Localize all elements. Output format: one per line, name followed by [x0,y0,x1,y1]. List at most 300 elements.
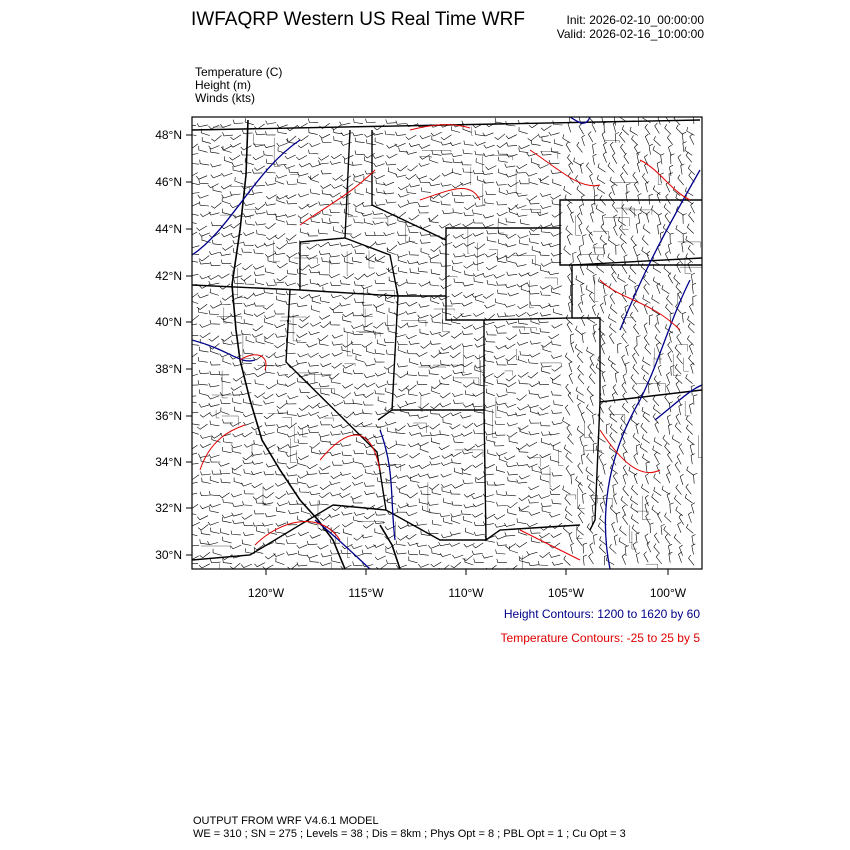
wind-barb [581,294,585,305]
wind-barb [373,155,384,158]
map-title: IWFAQRP Western US Real Time WRF [191,9,525,30]
wind-barb [376,494,387,498]
wind-barb [222,419,232,423]
wind-barb [549,514,560,517]
wind-barb [633,172,638,182]
wind-barb [439,542,450,546]
wind-barb [384,339,394,343]
wind-barb [242,264,252,270]
wind-barb [461,510,471,514]
wind-barb [432,318,441,323]
wind-barb [431,438,440,445]
county-border [222,416,238,426]
wind-barb [408,165,418,171]
wind-barb [474,559,484,563]
wind-barb [386,161,396,165]
wind-barb [532,259,541,266]
wind-barb [692,283,696,293]
wind-barb [669,165,673,176]
wind-barb [637,162,640,173]
wind-barb [570,334,574,344]
wind-barb [418,485,429,489]
wind-barb [440,393,450,398]
wind-barb [474,522,484,526]
wind-barb [474,336,485,341]
wind-barb [322,257,332,262]
wind-barb [529,178,538,184]
wind-barb [464,205,474,210]
wind-barb [210,371,220,375]
wind-barb [462,161,472,165]
wind-barb [538,561,548,565]
wind-barb [234,407,243,413]
wind-barb [587,265,594,274]
wind-barb [487,280,496,285]
wind-barb [300,389,310,393]
wind-barb [211,203,221,209]
wind-barb [431,562,442,567]
county-border [230,187,250,194]
wind-barb [210,320,220,324]
wind-barb [276,290,286,295]
wind-barb [311,189,320,195]
wind-barb [609,314,617,322]
wind-barb [566,453,573,463]
wind-barb [243,460,253,464]
wind-barb [418,442,429,446]
wind-barb [475,203,485,207]
wind-barb [199,233,210,236]
wind-barb [506,404,517,407]
wind-barb [645,344,651,354]
wind-barb [200,552,210,557]
wind-barb [532,466,541,472]
county-border [324,418,334,421]
wind-barb [409,432,420,435]
wind-barb [208,522,219,525]
wind-barb [319,134,330,138]
wind-barb [406,311,417,315]
wind-barb [644,335,649,346]
wind-barb [372,132,383,136]
wind-barb [365,119,375,123]
lat-label: 42°N [155,269,182,283]
wind-barb [419,464,430,468]
wind-barb [365,383,376,387]
wind-barb [406,174,416,179]
wind-barb [376,411,387,415]
wind-barb [517,283,528,287]
wind-barb [365,232,375,236]
wind-barb [483,180,494,184]
wind-barb [495,524,506,528]
wind-barb [421,490,431,494]
wind-barb [297,478,306,484]
wind-barb [321,553,332,557]
wind-barb [286,400,296,404]
wind-barb [246,336,255,343]
wind-barb [255,204,265,210]
wind-barb [319,493,329,498]
wind-barb [486,191,496,195]
wind-barb [208,184,219,188]
wind-barb [463,222,474,227]
wind-barb [472,453,482,458]
wind-barb [655,334,661,344]
wind-barb [322,138,332,142]
county-border [578,489,585,509]
wind-barb [252,334,263,338]
wind-barb [421,343,431,349]
wind-barb [254,510,264,514]
wind-barb [384,232,395,235]
wind-barb [244,319,253,325]
wind-barb [665,394,670,404]
wind-barb [409,228,419,232]
wind-barb [600,303,603,314]
wind-barb [604,295,608,306]
wind-barb [499,157,508,162]
wind-barb [252,461,263,465]
wind-barb [497,361,507,365]
wind-barb [264,431,275,435]
wind-barb [276,507,285,512]
wind-barb [386,120,396,124]
wind-barb [330,260,340,264]
wind-barb [397,232,407,236]
wind-barb [231,223,241,229]
wind-barb [499,169,508,176]
wind-barb [565,195,572,204]
wind-barb [588,315,596,324]
wind-barb [274,310,284,314]
wind-barb [409,465,420,468]
wind-barb [431,269,440,275]
wind-barb [340,122,351,126]
wind-barb [343,312,354,317]
wind-barb [527,283,537,287]
wind-barb [451,333,461,338]
wind-barb [298,143,309,148]
wind-barb [554,139,563,146]
wind-barb [528,359,538,364]
wind-barb [274,354,285,357]
wind-barb [474,277,483,283]
county-border [224,307,228,323]
wind-barb [296,155,307,159]
wind-barb [418,203,429,207]
wind-barb [354,384,364,390]
wind-barb [342,460,353,464]
wind-barb [621,243,626,254]
wind-barb [200,389,209,395]
wind-barb [563,134,571,143]
wind-barb [441,462,452,465]
wind-barb [399,147,409,152]
wind-barb [668,243,672,254]
wind-barb [615,133,619,143]
wind-barb [564,445,571,454]
wind-barb [386,444,397,448]
county-border [365,309,368,327]
wind-barb [529,290,539,294]
wind-barb [297,303,307,307]
wind-barb [552,410,562,414]
wind-barb [484,321,495,324]
wind-barb [610,294,615,305]
wind-barb [331,154,342,159]
wind-barb [601,343,604,354]
wind-barb [461,313,472,317]
wind-barb [689,355,695,365]
wind-barb [450,532,461,536]
wind-barb [443,418,452,424]
wind-barb [598,185,606,194]
wind-barb [542,507,551,513]
wind-barb [353,458,362,464]
wind-barb [440,430,449,435]
wind-barb [645,134,649,145]
wind-barb [549,271,560,275]
wind-barb [407,279,417,283]
field-height-label: Height (m) [195,78,252,92]
wind-barb [245,118,254,125]
wind-barb [687,335,693,345]
wind-barb [662,285,670,294]
wind-barb [297,333,308,337]
wind-barb [210,458,220,462]
wind-barb [613,494,616,505]
wind-barb [473,273,484,276]
wind-barb [568,392,573,403]
wind-barb [452,434,463,437]
wind-barb [690,444,694,455]
wind-barb [506,389,516,394]
wind-barb [329,514,340,517]
wind-barb [677,454,681,465]
wind-barb [362,464,373,468]
wind-barb [497,290,507,295]
wind-barb [644,284,649,294]
county-border [428,482,429,512]
wind-barb [633,302,638,313]
wind-barb [432,549,441,555]
wind-barb [577,142,583,152]
wind-barb [538,412,549,416]
wind-barb [361,423,372,426]
wind-barb [318,229,328,234]
wind-barb [577,353,583,363]
wind-barb [483,224,494,227]
wind-barb [487,230,497,234]
wind-barb [198,357,207,362]
wind-barb [553,445,562,452]
wind-barb [453,169,462,175]
wind-barb [452,517,461,524]
wind-barb [407,493,417,498]
wind-barb [389,277,398,283]
wind-barb [277,263,288,268]
wind-barb [552,324,563,328]
wind-barb [449,543,460,547]
wind-barb [189,315,199,321]
wind-barb [679,444,684,455]
wind-barb [450,345,461,350]
wind-barb [353,499,363,503]
wind-barb [254,440,263,446]
wind-barb [613,473,618,483]
wind-barb [518,319,527,324]
wind-barb [257,230,266,236]
wind-barb [531,328,540,334]
wind-barb [541,476,550,483]
wind-barb [517,406,528,410]
wind-barb [398,256,407,263]
wind-barb [682,312,686,323]
lat-label: 44°N [155,222,182,236]
wind-barb [528,499,538,503]
wind-barb [586,285,594,293]
wind-barb [461,235,472,239]
wind-barb [657,463,660,474]
wind-barb [541,151,551,155]
wind-barb [567,203,571,214]
wind-barb [642,365,649,374]
wind-barb [332,402,343,406]
wind-barb [463,293,474,297]
wind-barb [654,533,659,544]
wind-barb [352,545,363,548]
wind-barb [277,276,287,281]
wind-barb [631,515,638,524]
wind-barb [253,293,264,296]
wind-barb [343,529,352,536]
wind-barb [576,326,583,335]
wind-barb [398,194,409,197]
wind-barb [223,339,232,345]
wind-barb [221,478,231,483]
wind-barb [331,282,341,286]
wind-barb [264,362,274,366]
wind-barb [441,183,452,187]
wind-barb [667,135,672,145]
wind-barb [430,432,441,436]
model-info-line2: WE = 310 ; SN = 275 ; Levels = 38 ; Dis = 8km ; Phys Opt = 8 ; PBL Opt = 1 ; Cu Opt = 3 [193,828,626,840]
wind-barb [452,153,463,157]
wind-barb [254,302,264,306]
wind-barb [586,467,593,476]
wind-barb [199,370,209,374]
wind-barb [375,349,385,354]
wind-barb [507,190,517,194]
wind-barb [649,384,653,394]
wind-barb [577,186,584,195]
wind-barb [686,416,693,426]
wind-barb [689,212,695,222]
wind-barb [450,425,461,430]
wind-barb [594,243,598,254]
wind-barb [582,135,585,146]
wind-barb [589,374,595,384]
wind-barb [310,322,321,326]
wind-barb [199,179,209,184]
wind-barb [654,474,661,484]
wind-barb [188,382,198,386]
wind-barb [223,132,233,136]
wind-barb [189,522,200,526]
wind-barb [284,165,295,168]
wind-barb [643,295,651,303]
wind-barb [654,437,662,446]
wind-barb [517,395,527,401]
wind-barb [494,442,504,446]
wind-barb [612,184,615,195]
wind-barb [310,269,320,273]
wind-barb [622,554,626,565]
wind-barb [418,426,429,429]
wind-barb [397,454,408,458]
wind-barb [602,115,605,126]
wind-barb [340,243,351,247]
wind-barb [287,472,298,476]
lat-label: 48°N [155,128,182,142]
wind-barb [318,242,329,247]
wind-barb [397,363,408,367]
wind-barb [658,114,661,125]
field-temperature-label: Temperature (C) [195,65,283,79]
wind-barb [384,190,395,194]
wind-barb [375,373,386,376]
wind-barb [211,222,221,226]
wind-barb [505,532,515,536]
wind-barb [509,437,518,443]
wind-barb [244,444,255,448]
wind-barb [451,514,462,518]
wind-barb [388,167,397,174]
wind-barb [571,543,575,554]
wind-barb [652,493,659,503]
wind-barb [354,118,363,123]
wind-barb [613,484,617,495]
wind-barb [549,160,559,164]
wind-barb [691,363,694,374]
wind-barb [231,234,242,237]
wind-barb [200,212,211,216]
wind-barb [668,351,672,362]
wind-barb [541,291,551,295]
wind-barb [231,386,242,391]
wind-barb [676,414,680,425]
wind-barb [485,432,496,436]
wind-barb [387,248,396,255]
wind-barb [265,182,276,186]
wind-barb [564,246,571,255]
wind-barb [409,184,420,188]
wind-barb [375,241,386,245]
wind-barb [655,323,660,333]
wind-barb [307,344,318,347]
lat-label: 40°N [155,315,182,329]
wind-barb [593,414,597,425]
wind-barb [252,483,263,487]
wind-barb [373,221,384,225]
wind-barb [552,421,563,425]
wind-barb [265,202,276,206]
wind-barb [665,124,671,134]
wind-barb [638,213,642,224]
county-border [434,309,455,311]
wind-barb [540,285,551,289]
